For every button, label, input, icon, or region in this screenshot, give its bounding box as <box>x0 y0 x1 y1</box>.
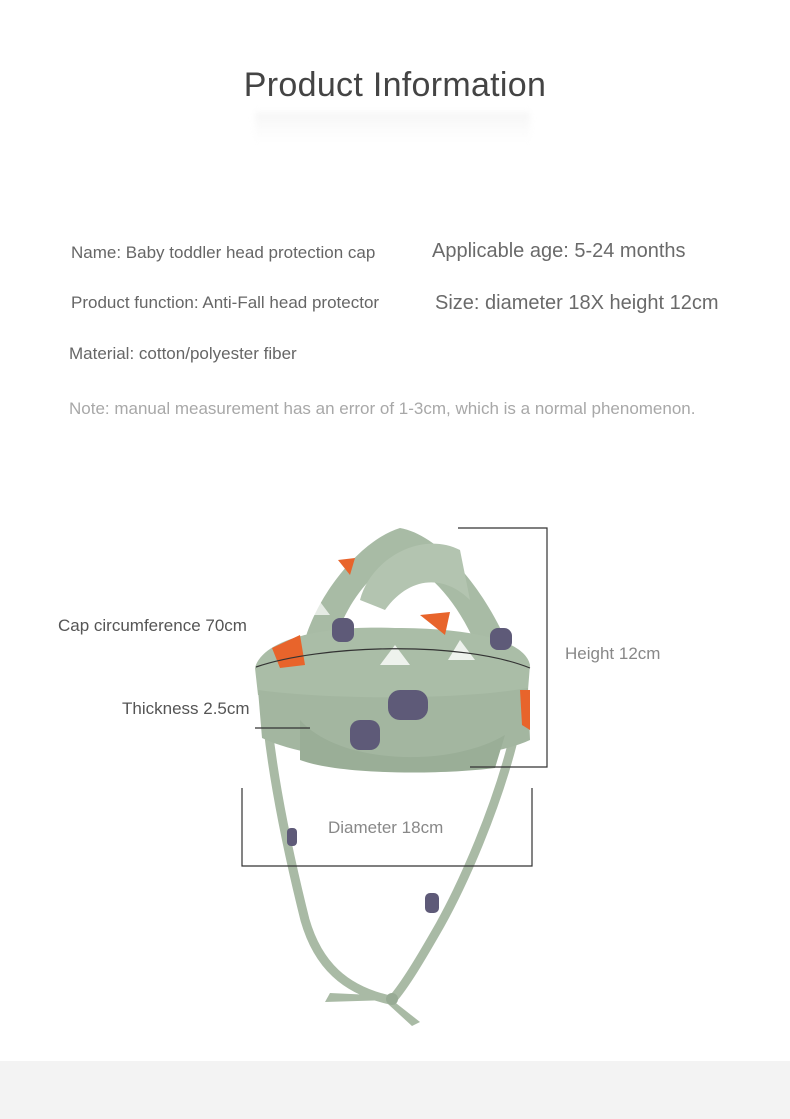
spec-name: Name: Baby toddler head protection cap <box>71 243 376 262</box>
print-bear-2 <box>388 690 428 720</box>
print-tie-bear-2 <box>287 828 297 846</box>
label-height: Height 12cm <box>565 644 661 663</box>
print-bear-1 <box>332 618 354 642</box>
label-thickness: Thickness 2.5cm <box>122 699 250 718</box>
print-bear-4 <box>490 628 512 650</box>
spec-age: Applicable age: 5-24 months <box>432 240 686 262</box>
bow-knot <box>386 993 398 1005</box>
label-circumference: Cap circumference 70cm <box>58 616 247 635</box>
page-title: Product Information <box>243 66 547 104</box>
bottom-band <box>0 1061 790 1119</box>
spec-function: Product function: Anti-Fall head protector <box>71 293 380 312</box>
label-diameter: Diameter 18cm <box>328 818 444 837</box>
measurement-note: Note: manual measurement has an error of 1-3cm, which is a normal phenomenon. <box>69 399 696 418</box>
print-bear-3 <box>350 720 380 750</box>
spec-material: Material: cotton/polyester fiber <box>69 344 297 363</box>
spec-size: Size: diameter 18X height 12cm <box>435 292 719 314</box>
print-tie-bear <box>425 893 439 913</box>
right-tie-strap <box>392 745 512 1000</box>
